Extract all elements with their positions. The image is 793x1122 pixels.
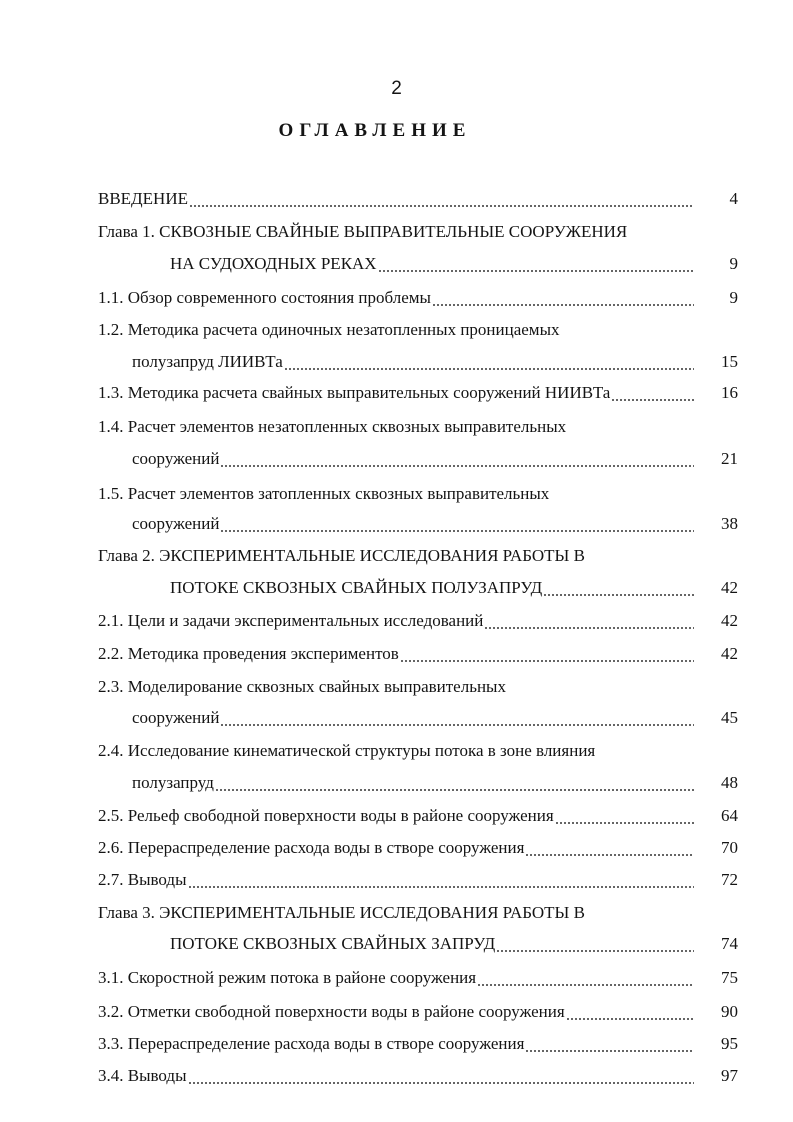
toc-entry-text: Глава 2. ЭКСПЕРИМЕНТАЛЬНЫЕ ИССЛЕДОВАНИЯ РАБОТЫ В <box>98 546 585 565</box>
toc-entry-text: 3.2. Отметки свободной поверхности воды в районе сооружения <box>98 1002 565 1021</box>
toc-entry-page: 75 <box>721 968 738 987</box>
toc-entry-text: 3.4. Выводы <box>98 1066 187 1085</box>
dot-leader <box>525 1033 694 1055</box>
toc-entry-text: полузапруд <box>132 773 214 792</box>
dot-leader <box>188 869 694 891</box>
toc-entry-2-2[interactable] <box>98 639 694 665</box>
toc-entry-page: 70 <box>721 838 738 857</box>
toc-entry-page: 64 <box>721 806 738 825</box>
toc-entry-page: 38 <box>721 514 738 533</box>
toc-entry-text: НА СУДОХОДНЫХ РЕКАХ <box>170 254 377 273</box>
toc-entry-chapter-3[interactable] <box>98 898 694 924</box>
toc-entry-text: Глава 1. СКВОЗНЫЕ СВАЙНЫЕ ВЫПРАВИТЕЛЬНЫЕ СООРУЖЕНИЯ <box>98 222 628 241</box>
toc-entry-text: сооружений <box>132 449 220 468</box>
toc-entry-2-4-cont[interactable] <box>132 768 694 794</box>
toc-entry-page: 72 <box>721 870 738 889</box>
toc-entry-text: 2.5. Рельеф свободной поверхности воды в районе сооружения <box>98 806 554 825</box>
toc-entry-page: 21 <box>721 449 738 468</box>
toc-entry-text: 3.1. Скоростной режим потока в районе сооружения <box>98 968 477 987</box>
toc-entry-text: 1.3. Методика расчета свайных выправительных сооружений НИИВТа <box>98 383 611 402</box>
toc-entry-page: 74 <box>721 934 738 953</box>
toc-entry-text: 2.3. Моделирование сквозных свайных выправительных <box>98 677 506 696</box>
dot-leader <box>525 837 694 859</box>
dot-leader <box>189 188 694 210</box>
toc-entry-page: 48 <box>721 773 738 792</box>
toc-entry-2-5[interactable] <box>98 801 694 827</box>
dot-leader <box>484 610 694 632</box>
dot-leader <box>566 1001 694 1023</box>
toc-entry-1-3[interactable] <box>98 378 694 404</box>
toc-entry-page: 16 <box>721 383 738 402</box>
toc-entry-text: полузапруд ЛИИВТа <box>132 352 283 371</box>
toc-entry-chapter-2[interactable] <box>98 541 694 567</box>
toc-entry-text: ПОТОКЕ СКВОЗНЫХ СВАЙНЫХ ПОЛУЗАПРУД <box>170 578 543 597</box>
dot-leader <box>220 707 694 729</box>
dot-leader <box>188 1065 694 1087</box>
toc-entry-text: 1.1. Обзор современного состояния проблемы <box>98 288 431 307</box>
toc-entry-text: 2.6. Перераспределение расхода воды в створе сооружения <box>98 838 525 857</box>
dot-leader <box>555 805 694 827</box>
dot-leader <box>496 933 694 955</box>
toc-entry-text: 3.3. Перераспределение расхода воды в створе сооружения <box>98 1034 525 1053</box>
toc-entry-chapter-1[interactable] <box>98 217 694 243</box>
toc-entry-2-4[interactable] <box>98 736 694 762</box>
toc-entry-3-1[interactable] <box>98 963 694 989</box>
toc-entry-text: Глава 3. ЭКСПЕРИМЕНТАЛЬНЫЕ ИССЛЕДОВАНИЯ РАБОТЫ В <box>98 903 585 922</box>
dot-leader <box>611 382 694 404</box>
toc-entry-1-2-cont[interactable] <box>132 347 694 373</box>
toc-entry-text: 2.7. Выводы <box>98 870 187 889</box>
dot-leader <box>215 772 694 794</box>
toc-entry-3-4[interactable] <box>98 1061 694 1087</box>
toc-entry-page: 45 <box>721 708 738 727</box>
toc-entry-text: 2.2. Методика проведения экспериментов <box>98 644 399 663</box>
toc-entry-text: ВВЕДЕНИЕ <box>98 189 188 208</box>
page-number: 2 <box>391 78 402 99</box>
toc-entry-page: 4 <box>729 189 738 208</box>
toc-entry-1-5-cont[interactable] <box>132 509 694 535</box>
toc-entry-text: 1.2. Методика расчета одиночных незатопленных проницаемых <box>98 320 560 339</box>
toc-entry-2-6[interactable] <box>98 833 694 859</box>
toc-entry-chapter-2-cont[interactable] <box>170 573 694 599</box>
toc-entry-text: сооружений <box>132 514 220 533</box>
toc-entry-chapter-3-cont[interactable] <box>170 929 694 955</box>
toc-entry-2-3[interactable] <box>98 672 694 698</box>
toc-entry-text: ПОТОКЕ СКВОЗНЫХ СВАЙНЫХ ЗАПРУД <box>170 934 496 953</box>
toc-entry-page: 42 <box>721 578 738 597</box>
toc-entry-text: 1.4. Расчет элементов незатопленных сквозных выправительных <box>98 417 567 436</box>
dot-leader <box>432 287 694 309</box>
dot-leader <box>378 253 694 275</box>
toc-entry-introduction[interactable] <box>98 184 694 210</box>
toc-entry-page: 9 <box>729 254 738 273</box>
dot-leader <box>284 351 694 373</box>
toc-entry-2-1[interactable] <box>98 606 694 632</box>
toc-entry-page: 97 <box>721 1066 738 1085</box>
toc-entry-2-3-cont[interactable] <box>132 703 694 729</box>
dot-leader <box>543 577 694 599</box>
toc-entry-text: сооружений <box>132 708 220 727</box>
toc-entry-text: 2.4. Исследование кинематической структуры потока в зоне влияния <box>98 741 596 760</box>
toc-entry-1-5[interactable] <box>98 479 694 505</box>
toc-entry-page: 95 <box>721 1034 738 1053</box>
toc-entry-text: 2.1. Цели и задачи экспериментальных исследований <box>98 611 484 630</box>
toc-entry-text: 1.5. Расчет элементов затопленных сквозных выправительных <box>98 484 550 503</box>
toc-entry-3-2[interactable] <box>98 997 694 1023</box>
toc-entry-1-4-cont[interactable] <box>132 444 694 470</box>
toc-entry-1-2[interactable] <box>98 315 694 341</box>
dot-leader <box>477 967 694 989</box>
toc-entry-page: 42 <box>721 611 738 630</box>
toc-entry-2-7[interactable] <box>98 865 694 891</box>
toc-entry-page: 42 <box>721 644 738 663</box>
toc-entry-page: 90 <box>721 1002 738 1021</box>
dot-leader <box>400 643 694 665</box>
toc-entry-page: 15 <box>721 352 738 371</box>
dot-leader <box>220 448 694 470</box>
toc-entry-chapter-1-cont[interactable] <box>170 249 694 275</box>
toc-entry-3-3[interactable] <box>98 1029 694 1055</box>
toc-entry-1-4[interactable] <box>98 412 694 438</box>
toc-entry-page: 9 <box>729 288 738 307</box>
toc-entry-1-1[interactable] <box>98 283 694 309</box>
dot-leader <box>220 513 694 535</box>
toc-title: ОГЛАВЛЕНИЕ <box>278 120 472 141</box>
